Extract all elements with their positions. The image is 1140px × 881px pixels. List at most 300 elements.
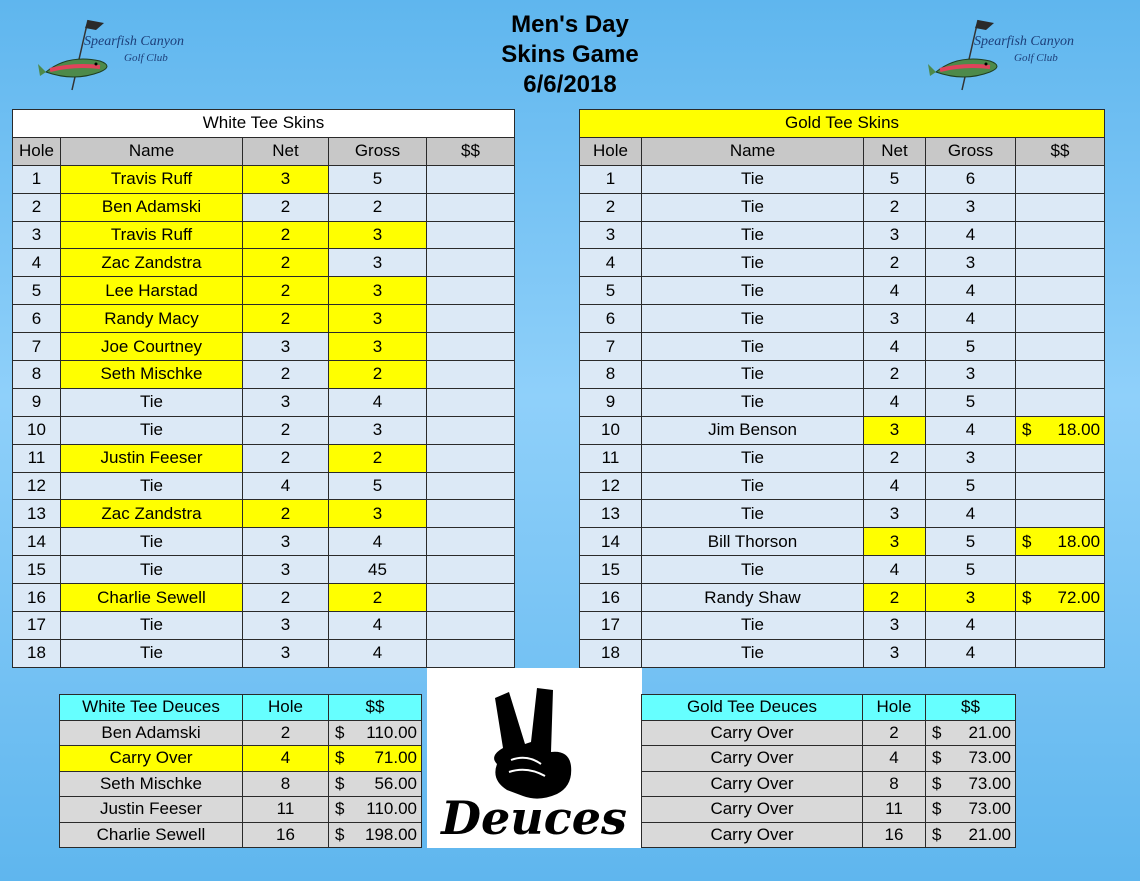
net-cell: 3 [864,639,926,667]
column-header: Gold Tee Deuces [642,695,863,721]
money-value [329,748,421,768]
amount-cell [329,822,422,848]
money-value [926,799,1015,819]
column-header: Gross [329,137,427,165]
logo-line-1: Spearfish Canyon [84,34,184,49]
currency-symbol: $ [932,799,942,819]
money-value [329,723,421,743]
net-cell: 3 [864,528,926,556]
column-header-row [60,695,422,721]
table-row [13,165,515,193]
net-cell: 4 [864,277,926,305]
title-line-2: Skins Game [501,41,639,68]
amount-value: 71.00 [374,748,417,768]
net-cell: 2 [243,584,329,612]
amount-cell [1016,528,1105,556]
hole-cell: 5 [580,277,642,305]
net-cell: 3 [864,416,926,444]
amount-value: 21.00 [968,824,1011,844]
column-header: Hole [580,137,642,165]
money-value [329,774,421,794]
amount-cell [329,746,422,772]
name-cell: Tie [642,472,864,500]
hole-cell: 11 [243,797,329,823]
gross-cell: 2 [329,584,427,612]
currency-symbol: $ [1022,420,1032,440]
table-row [580,193,1105,221]
hole-cell: 4 [243,746,329,772]
net-cell: 3 [864,612,926,640]
table-row [642,720,1016,746]
amount-cell [427,416,515,444]
table-title-row [580,110,1105,138]
hole-cell: 16 [863,822,926,848]
name-cell: Carry Over [60,746,243,772]
column-header-row [642,695,1016,721]
column-header: Name [61,137,243,165]
amount-cell [427,528,515,556]
column-header: Gross [926,137,1016,165]
currency-symbol: $ [335,824,345,844]
table-row [642,771,1016,797]
name-cell: Ben Adamski [61,193,243,221]
amount-cell [427,639,515,667]
gross-cell: 3 [926,249,1016,277]
table-row [580,639,1105,667]
name-cell: Tie [61,556,243,584]
gross-cell: 3 [329,249,427,277]
hole-cell: 17 [13,612,61,640]
net-cell: 2 [864,249,926,277]
net-cell: 2 [864,361,926,389]
table-row [13,612,515,640]
currency-symbol: $ [932,722,942,742]
name-cell: Tie [642,221,864,249]
name-cell: Charlie Sewell [60,822,243,848]
gross-cell: 3 [329,305,427,333]
table-row [13,249,515,277]
amount-cell [427,556,515,584]
gross-cell: 2 [329,193,427,221]
table-row [580,333,1105,361]
name-cell: Justin Feeser [61,444,243,472]
table-row [580,388,1105,416]
currency-symbol: $ [335,799,345,819]
name-cell: Tie [642,556,864,584]
table-row [642,797,1016,823]
name-cell: Charlie Sewell [61,584,243,612]
column-header: Hole [243,695,329,721]
hole-cell: 10 [580,416,642,444]
fish-flag-icon [38,14,198,94]
hole-cell: 11 [13,444,61,472]
gross-cell: 5 [926,333,1016,361]
title-line-1: Men's Day [511,11,629,38]
column-header: $$ [1016,137,1105,165]
net-cell: 3 [243,388,329,416]
net-cell: 4 [243,472,329,500]
amount-cell [427,584,515,612]
column-header: Hole [13,137,61,165]
name-cell: Tie [642,361,864,389]
name-cell: Zac Zandstra [61,500,243,528]
amount-cell [926,771,1016,797]
gross-cell: 5 [926,472,1016,500]
table-row [580,249,1105,277]
deuces-graphic [427,668,642,848]
logo-line-2: Golf Club [124,52,168,64]
money-value [926,825,1015,845]
hole-cell: 13 [13,500,61,528]
name-cell: Tie [61,472,243,500]
hole-cell: 18 [580,639,642,667]
fish-flag-icon [928,14,1088,94]
gross-cell: 45 [329,556,427,584]
hole-cell: 15 [13,556,61,584]
currency-symbol: $ [1022,531,1032,551]
currency-symbol: $ [932,748,942,768]
gross-cell: 3 [329,500,427,528]
table-row [580,361,1105,389]
amount-cell [1016,193,1105,221]
gross-cell: 4 [926,416,1016,444]
gross-cell: 3 [926,584,1016,612]
amount-cell [427,221,515,249]
net-cell: 4 [864,472,926,500]
table-row [580,500,1105,528]
amount-cell [427,249,515,277]
net-cell: 2 [243,305,329,333]
net-cell: 2 [864,193,926,221]
gross-cell: 3 [329,333,427,361]
amount-value: 21.00 [968,722,1011,742]
hole-cell: 14 [580,528,642,556]
amount-cell [1016,472,1105,500]
money-value [329,799,421,819]
net-cell: 3 [243,556,329,584]
table-row [580,556,1105,584]
net-cell: 3 [864,221,926,249]
table-row [60,797,422,823]
name-cell: Randy Macy [61,305,243,333]
table-row [13,639,515,667]
money-value [926,774,1015,794]
amount-value: 73.00 [968,773,1011,793]
table-row [13,277,515,305]
amount-cell [1016,556,1105,584]
gross-cell: 5 [329,165,427,193]
name-cell: Randy Shaw [642,584,864,612]
net-cell: 3 [243,528,329,556]
gross-cell: 4 [926,277,1016,305]
amount-value: 18.00 [1057,531,1101,551]
table-title: White Tee Skins [13,110,515,138]
name-cell: Justin Feeser [60,797,243,823]
amount-cell [1016,165,1105,193]
table-row [60,720,422,746]
column-header: $$ [329,695,422,721]
logo-line-2: Golf Club [1014,52,1058,64]
amount-cell [427,500,515,528]
name-cell: Zac Zandstra [61,249,243,277]
net-cell: 2 [243,249,329,277]
table-row [13,584,515,612]
amount-cell [427,612,515,640]
amount-cell [1016,361,1105,389]
name-cell: Tie [61,612,243,640]
amount-cell [427,333,515,361]
amount-cell [926,746,1016,772]
name-cell: Tie [642,500,864,528]
name-cell: Tie [642,277,864,305]
name-cell: Tie [642,165,864,193]
gross-cell: 5 [329,472,427,500]
name-cell: Seth Mischke [60,771,243,797]
gross-cell: 3 [329,277,427,305]
table-row [580,472,1105,500]
hole-cell: 9 [13,388,61,416]
currency-symbol: $ [335,748,345,768]
amount-cell [427,388,515,416]
hole-cell: 18 [13,639,61,667]
hole-cell: 4 [580,249,642,277]
name-cell: Seth Mischke [61,361,243,389]
hole-cell: 13 [580,500,642,528]
gross-cell: 4 [926,305,1016,333]
hole-cell: 16 [243,822,329,848]
hole-cell: 11 [580,444,642,472]
gross-cell: 4 [329,612,427,640]
net-cell: 5 [864,165,926,193]
money-value [1016,532,1104,552]
name-cell: Tie [642,193,864,221]
amount-cell [427,361,515,389]
net-cell: 2 [864,444,926,472]
table-row [60,771,422,797]
name-cell: Joe Courtney [61,333,243,361]
column-header: Net [243,137,329,165]
hole-cell: 16 [13,584,61,612]
gold-tee-deuces-table [641,694,1016,848]
amount-cell [1016,277,1105,305]
amount-cell [1016,639,1105,667]
name-cell: Travis Ruff [61,165,243,193]
hole-cell: 6 [580,305,642,333]
hole-cell: 2 [580,193,642,221]
name-cell: Carry Over [642,771,863,797]
deuces-wordmark: Deuces [441,791,627,845]
table-row [580,416,1105,444]
amount-cell [1016,416,1105,444]
table-row [13,416,515,444]
table-row [580,584,1105,612]
gross-cell: 4 [329,528,427,556]
hole-cell: 1 [580,165,642,193]
net-cell: 2 [243,277,329,305]
hole-cell: 3 [580,221,642,249]
table-row [13,388,515,416]
gross-cell: 4 [926,612,1016,640]
currency-symbol: $ [335,722,345,742]
gross-cell: 6 [926,165,1016,193]
net-cell: 4 [864,388,926,416]
hole-cell: 3 [13,221,61,249]
gross-cell: 4 [926,221,1016,249]
hole-cell: 8 [243,771,329,797]
amount-cell [926,822,1016,848]
name-cell: Tie [61,416,243,444]
white-tee-skins-table [12,109,515,668]
hole-cell: 4 [863,746,926,772]
net-cell: 2 [243,416,329,444]
net-cell: 3 [243,333,329,361]
net-cell: 3 [243,639,329,667]
net-cell: 4 [864,333,926,361]
gross-cell: 4 [926,639,1016,667]
hole-cell: 9 [580,388,642,416]
name-cell: Carry Over [642,797,863,823]
amount-value: 73.00 [968,748,1011,768]
table-row [642,746,1016,772]
amount-cell [926,720,1016,746]
table-row [580,305,1105,333]
money-value [926,723,1015,743]
gross-cell: 2 [329,444,427,472]
gross-cell: 3 [926,444,1016,472]
table-row [580,221,1105,249]
hole-cell: 7 [580,333,642,361]
name-cell: Carry Over [642,720,863,746]
name-cell: Tie [642,333,864,361]
name-cell: Ben Adamski [60,720,243,746]
money-value [329,825,421,845]
net-cell: 2 [243,221,329,249]
gross-cell: 3 [926,193,1016,221]
hole-cell: 8 [580,361,642,389]
table-row [13,472,515,500]
hole-cell: 8 [863,771,926,797]
table-row [580,444,1105,472]
gross-cell: 5 [926,528,1016,556]
net-cell: 3 [243,165,329,193]
amount-value: 110.00 [366,722,417,742]
net-cell: 2 [243,444,329,472]
column-header-row [580,137,1105,165]
amount-value: 110.00 [366,799,417,819]
net-cell: 2 [243,193,329,221]
hole-cell: 15 [580,556,642,584]
net-cell: 3 [243,612,329,640]
table-row [13,193,515,221]
peace-hand-icon [427,668,642,848]
table-row [580,277,1105,305]
logo-line-1: Spearfish Canyon [974,34,1074,49]
hole-cell: 8 [13,361,61,389]
amount-cell [1016,333,1105,361]
amount-cell [1016,500,1105,528]
gold-tee-skins-table [579,109,1105,668]
amount-cell [1016,305,1105,333]
name-cell: Jim Benson [642,416,864,444]
net-cell: 2 [243,361,329,389]
hole-cell: 12 [580,472,642,500]
money-value [926,748,1015,768]
club-logo-right [928,14,1088,94]
amount-value: 73.00 [968,799,1011,819]
amount-cell [427,193,515,221]
currency-symbol: $ [1022,587,1032,607]
gross-cell: 3 [329,221,427,249]
name-cell: Tie [61,639,243,667]
table-row [13,361,515,389]
amount-value: 198.00 [365,824,417,844]
hole-cell: 1 [13,165,61,193]
amount-cell [427,305,515,333]
amount-cell [1016,612,1105,640]
amount-cell [427,277,515,305]
money-value [1016,588,1104,608]
hole-cell: 7 [13,333,61,361]
table-row [642,822,1016,848]
net-cell: 2 [864,584,926,612]
table-row [13,221,515,249]
table-row [13,305,515,333]
gross-cell: 4 [926,500,1016,528]
table-row [60,746,422,772]
gross-cell: 3 [926,361,1016,389]
name-cell: Carry Over [642,746,863,772]
net-cell: 3 [864,500,926,528]
table-row [13,556,515,584]
hole-cell: 2 [243,720,329,746]
amount-cell [926,797,1016,823]
gross-cell: 2 [329,361,427,389]
table-row [13,333,515,361]
hole-cell: 2 [13,193,61,221]
amount-value: 56.00 [374,773,417,793]
table-row [580,528,1105,556]
net-cell: 3 [864,305,926,333]
amount-cell [1016,444,1105,472]
table-row [13,528,515,556]
hole-cell: 17 [580,612,642,640]
gross-cell: 5 [926,556,1016,584]
currency-symbol: $ [932,773,942,793]
gross-cell: 5 [926,388,1016,416]
hole-cell: 5 [13,277,61,305]
hole-cell: 4 [13,249,61,277]
gross-cell: 4 [329,388,427,416]
amount-cell [1016,221,1105,249]
column-header-row [13,137,515,165]
amount-cell [427,165,515,193]
amount-cell [1016,584,1105,612]
name-cell: Tie [642,388,864,416]
column-header: $$ [427,137,515,165]
amount-cell [329,720,422,746]
white-tee-deuces-table [59,694,422,848]
hole-cell: 6 [13,305,61,333]
hole-cell: 12 [13,472,61,500]
name-cell: Carry Over [642,822,863,848]
table-row [580,612,1105,640]
hole-cell: 14 [13,528,61,556]
hole-cell: 16 [580,584,642,612]
page-title [440,10,700,100]
money-value [1016,420,1104,440]
hole-cell: 2 [863,720,926,746]
table-row [580,165,1105,193]
